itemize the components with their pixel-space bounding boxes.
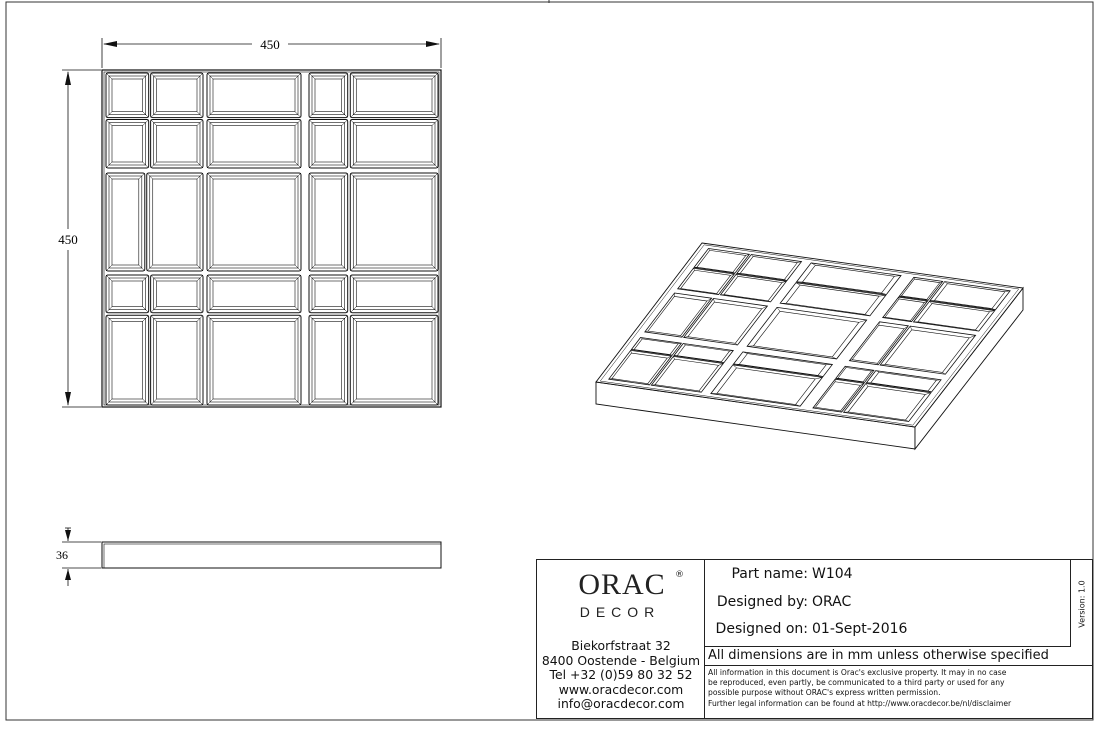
address-phone: Tel +32 (0)59 80 32 52 <box>549 667 693 683</box>
legal-line: possible purpose without ORAC's express written permission. <box>708 688 941 698</box>
legal-line: be reproduced, even partly, be communicated to a third party or used for any <box>708 678 1005 688</box>
version-label: Version: 1.0 <box>1077 580 1087 628</box>
designed-on-row <box>705 621 1070 647</box>
address-city: 8400 Oostende - Belgium <box>541 652 701 668</box>
side-view <box>102 542 441 568</box>
title-block <box>536 559 1093 719</box>
version-cell <box>1070 560 1092 647</box>
decor-logo-text: DECOR <box>579 604 661 620</box>
address-street: Biekorfstraat 32 <box>571 638 671 653</box>
top-dimension-label: 450 <box>260 37 280 52</box>
legal-notice <box>705 668 1092 709</box>
part-name-row <box>705 566 1070 592</box>
thickness-dimension-label: 36 <box>56 548 68 562</box>
part-name-value: W104 <box>812 566 853 582</box>
designed-on-label: Designed on: <box>715 621 808 637</box>
legal-line: All information in this document is Orac's exclusive property. It may in no case <box>708 668 1007 677</box>
isometric-view <box>596 243 1023 449</box>
designed-by-value: ORAC <box>812 594 852 610</box>
address-website: www.oracdecor.com <box>558 681 684 697</box>
part-name-label: Part name: <box>731 566 808 582</box>
orac-logo: ORAC <box>578 568 666 601</box>
legal-line: Further legal information can be found at http://www.oracdecor.be/nl/disclaimer <box>708 698 1012 708</box>
top-view-panel <box>102 70 441 407</box>
designed-by-label: Designed by: <box>716 594 808 610</box>
part-info-cell <box>705 560 1070 647</box>
designed-by-row <box>705 594 1070 620</box>
address-email: info@oracdecor.com <box>557 696 685 712</box>
designed-on-value: 01-Sept-2016 <box>812 621 908 637</box>
side-dimension-label: 450 <box>58 232 78 247</box>
dimensions-note: All dimensions are in mm unless otherwise specified <box>705 647 1092 666</box>
logo-address-cell <box>537 560 705 719</box>
company-address <box>537 639 705 712</box>
registered-mark: ® <box>675 570 684 580</box>
